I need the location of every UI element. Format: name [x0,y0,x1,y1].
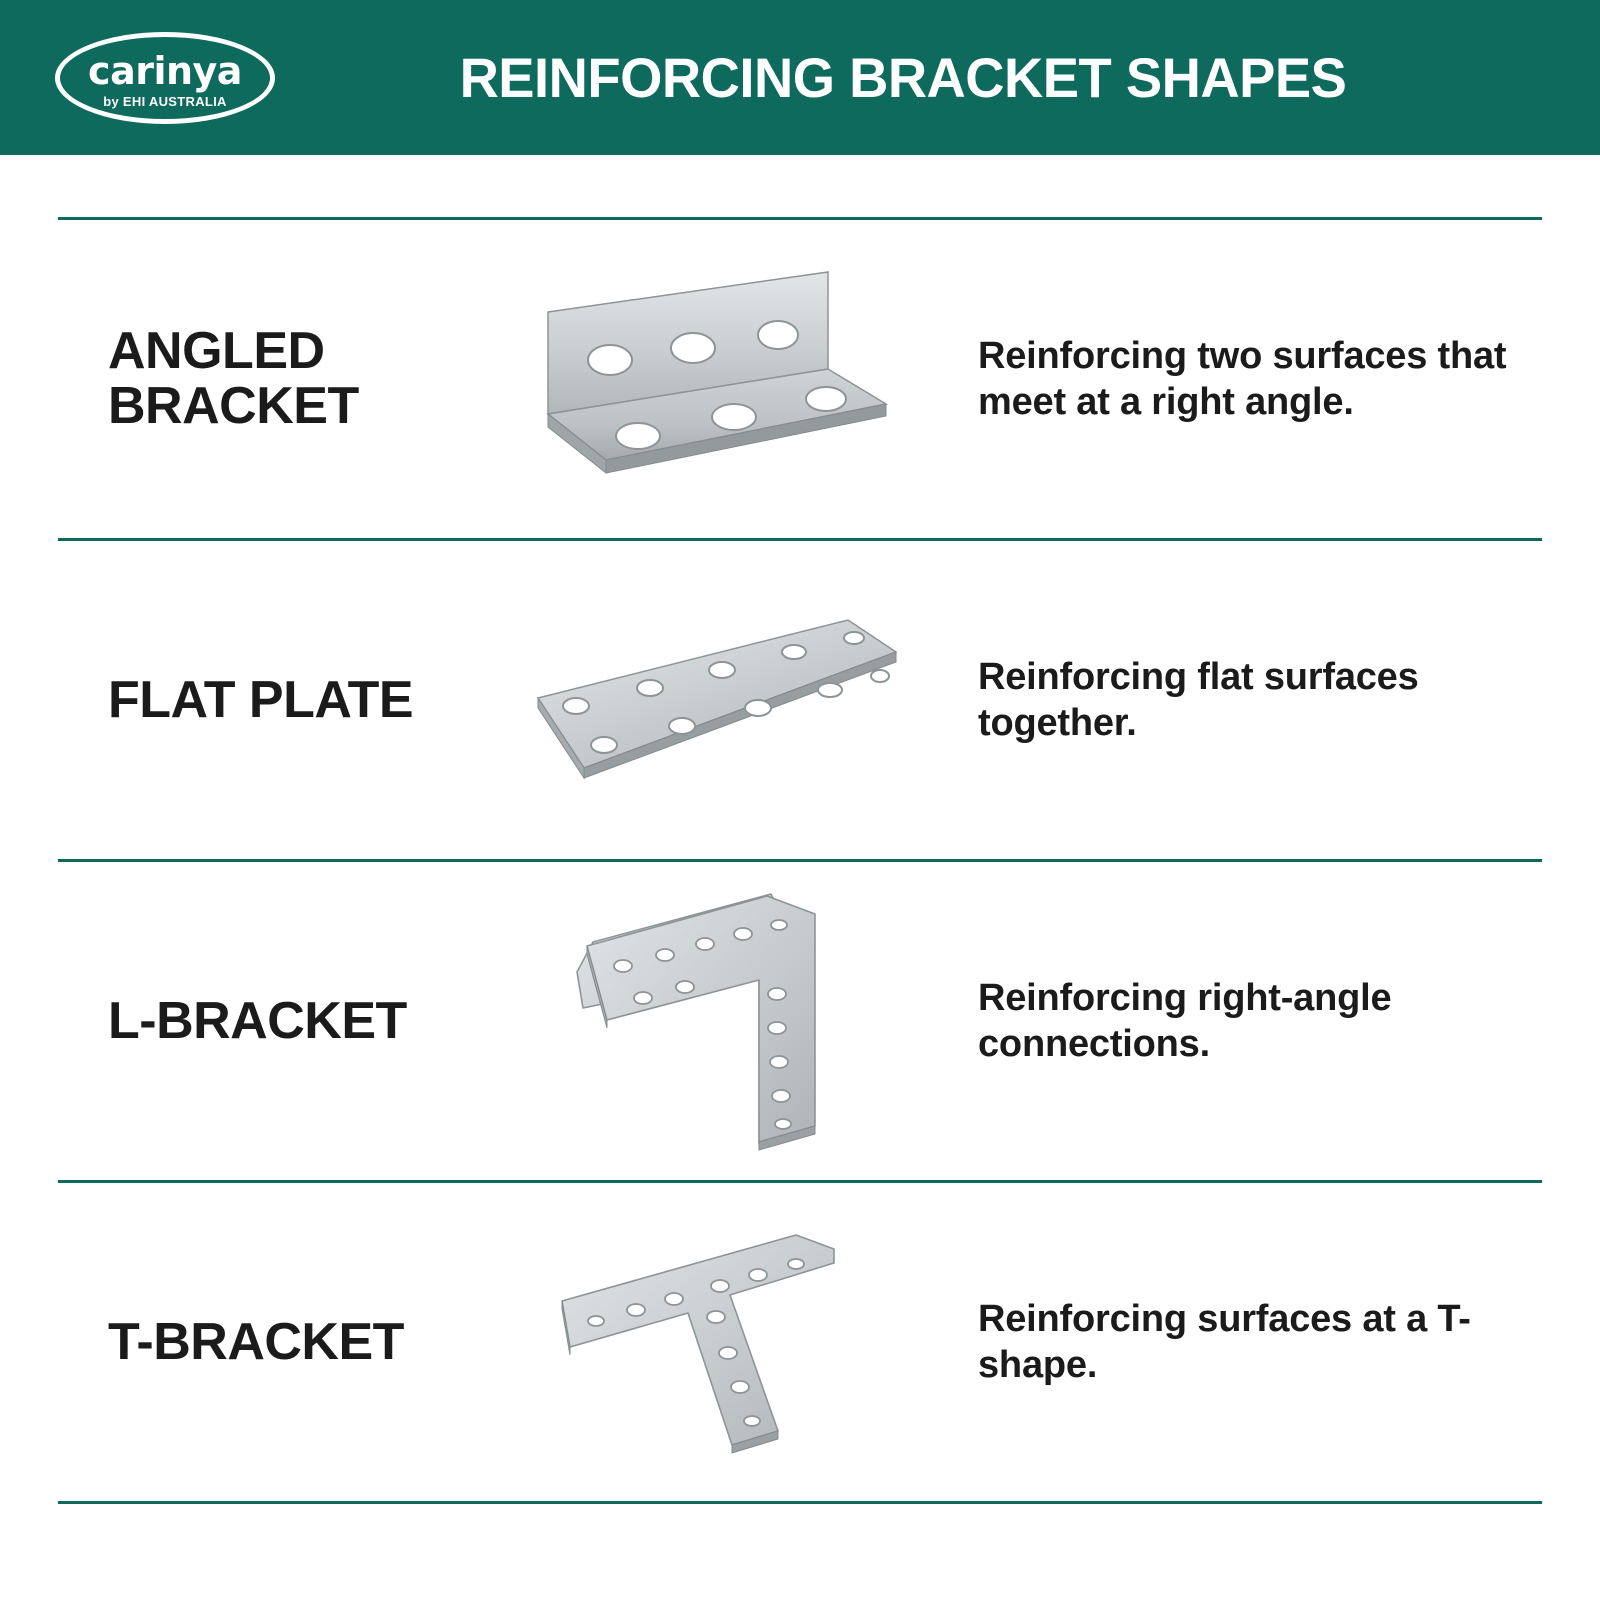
bracket-image-cell [478,264,958,494]
bracket-description: Reinforcing surfaces at a T-shape. [978,1297,1471,1386]
bracket-description: Reinforcing two surfaces that meet at a right angle. [978,334,1507,423]
bracket-image-cell [478,590,958,810]
angled-bracket-photo [538,264,898,494]
bracket-name-line: T-BRACKET [108,1312,404,1371]
bracket-name-line: BRACKET [108,377,359,435]
page-title: REINFORCING BRACKET SHAPES [459,46,1347,109]
bracket-description-cell [958,333,1542,426]
bracket-description-cell [958,654,1542,747]
top-spacer [58,155,1542,217]
bracket-name-line: L-BRACKET [108,991,407,1050]
bracket-description-cell [958,975,1542,1068]
page-header [0,0,1600,155]
l-bracket-photo [553,876,883,1166]
flat-plate-photo [518,590,918,810]
bottom-spacer [58,1504,1542,1584]
carinya-logo [55,32,275,124]
logo-wordmark: carinya [88,48,242,93]
bracket-name-cell [58,991,478,1050]
table-row [58,862,1542,1180]
bracket-name-cell [58,1312,478,1371]
bracket-description-cell [958,1296,1542,1389]
table-row [58,220,1542,538]
table-row [58,1183,1542,1501]
bracket-name-cell [58,670,478,729]
bracket-description: Reinforcing right-angle connections. [978,976,1392,1065]
bracket-description: Reinforcing flat surfaces together. [978,655,1419,744]
bracket-image-cell [478,1217,958,1467]
bracket-name-line: ANGLED [108,322,325,381]
t-bracket-photo [548,1217,888,1467]
bracket-name-line: FLAT PLATE [108,670,414,729]
bracket-name-cell [58,324,478,433]
bracket-image-cell [478,876,958,1166]
table-row [58,541,1542,859]
logo-subtitle: by EHI AUSTRALIA [103,93,227,109]
bracket-shapes-table [0,155,1600,1584]
